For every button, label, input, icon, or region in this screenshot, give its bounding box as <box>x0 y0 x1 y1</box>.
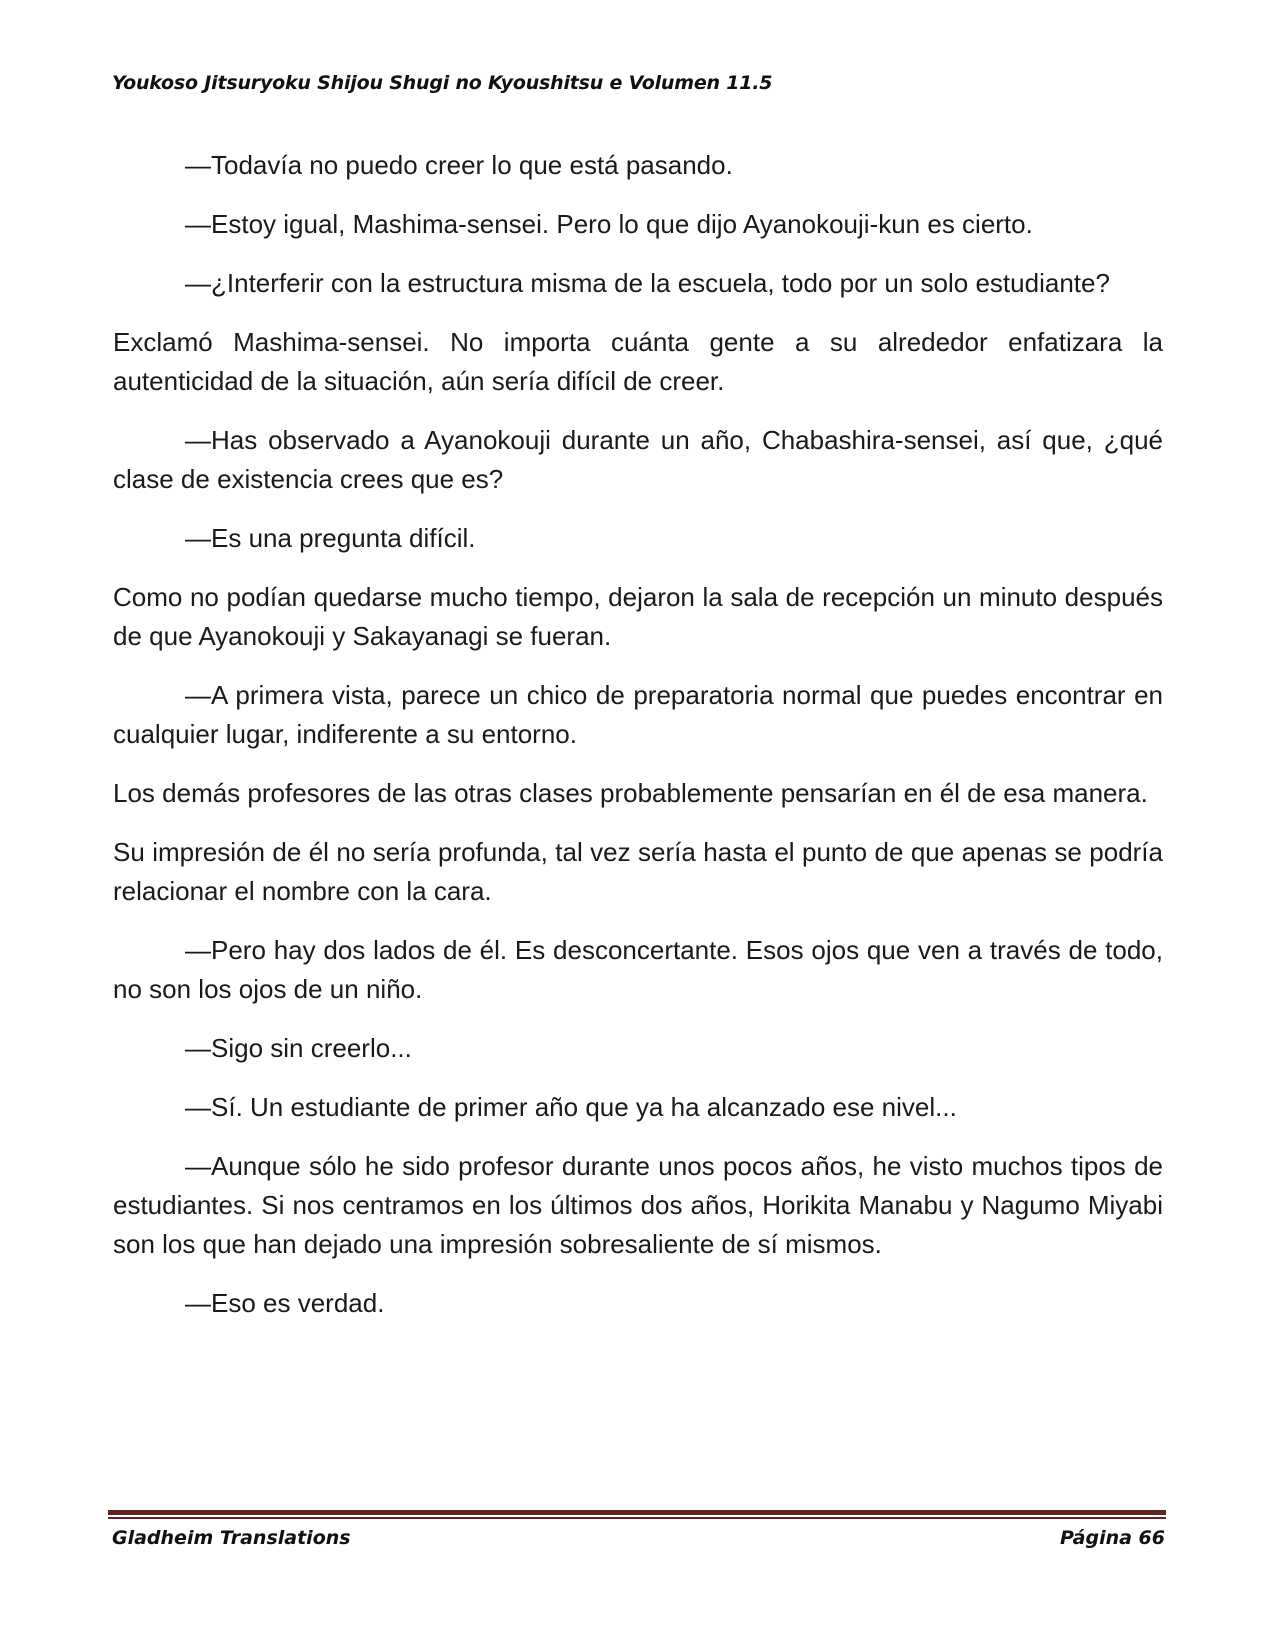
paragraph: Como no podían quedarse mucho tiempo, dejaron la sala de recepción un minuto después de que Ayanokouji y Sakayanagi se fueran. <box>113 582 1163 651</box>
paragraph: —Estoy igual, Mashima-sensei. Pero lo que dijo Ayanokouji-kun es cierto. <box>185 209 1033 239</box>
paragraph: —Aunque sólo he sido profesor durante unos pocos años, he visto muchos tipos de estudiantes. Si nos centramos en los últimos dos años, Horikita Manabu y Nagumo Miyabi son los que han dejado una impresión sobresaliente de sí mismos. <box>113 1151 1163 1259</box>
paragraph: —Pero hay dos lados de él. Es desconcertante. Esos ojos que ven a través de todo, no son los ojos de un niño. <box>113 935 1163 1004</box>
paragraph: —Todavía no puedo creer lo que está pasando. <box>185 150 733 180</box>
paragraph: —Eso es verdad. <box>185 1288 385 1318</box>
footer-translator: Gladheim Translations <box>112 1527 351 1549</box>
footer-divider-thin <box>108 1517 1166 1519</box>
paragraph: —Es una pregunta difícil. <box>185 523 476 553</box>
paragraph: —¿Interferir con la estructura misma de la escuela, todo por un solo estudiante? <box>185 268 1110 298</box>
footer-page-number: Página 66 <box>1059 1527 1165 1549</box>
paragraph: Los demás profesores de las otras clases probablemente pensarían en él de esa manera. <box>113 778 1148 808</box>
paragraph: —Sigo sin creerlo... <box>185 1033 412 1063</box>
page-header-title: Youkoso Jitsuryoku Shijou Shugi no Kyoushitsu e Volumen 11.5 <box>112 72 773 94</box>
body-text <box>113 146 1163 1343</box>
paragraph: —Has observado a Ayanokouji durante un año, Chabashira-sensei, así que, ¿qué clase de existencia crees que es? <box>113 425 1163 494</box>
footer-divider <box>108 1510 1166 1519</box>
paragraph: Exclamó Mashima-sensei. No importa cuánta gente a su alrededor enfatizara la autenticidad de la situación, aún sería difícil de creer. <box>113 327 1163 396</box>
paragraph: —Sí. Un estudiante de primer año que ya ha alcanzado ese nivel... <box>185 1092 957 1122</box>
paragraph: Su impresión de él no sería profunda, tal vez sería hasta el punto de que apenas se podría relacionar el nombre con la cara. <box>113 837 1163 906</box>
paragraph: —A primera vista, parece un chico de preparatoria normal que puedes encontrar en cualquier lugar, indiferente a su entorno. <box>113 680 1163 749</box>
